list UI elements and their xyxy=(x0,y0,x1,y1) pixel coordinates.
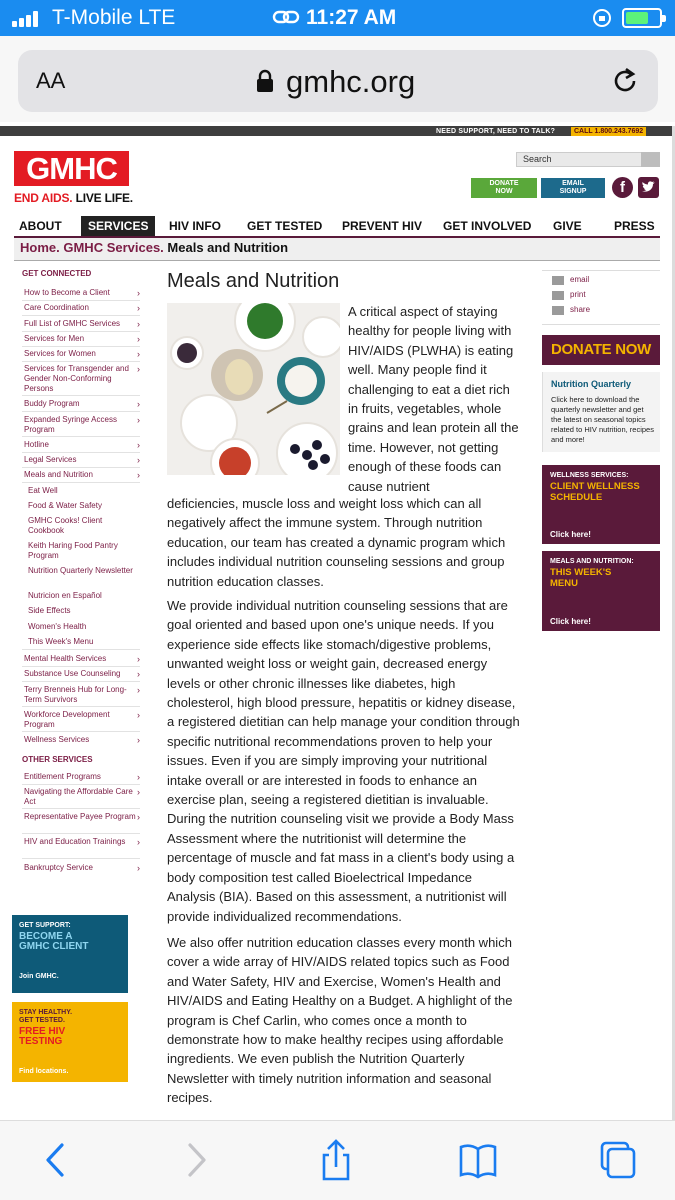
sidebar-item-syringe[interactable]: Expanded Syringe Access Program › xyxy=(24,415,140,434)
search-input[interactable]: Search xyxy=(516,152,660,167)
safari-address-area xyxy=(0,36,675,122)
sidebar-subitem-espanol[interactable]: Nutricion en Español xyxy=(28,591,102,600)
sidebar-subitem-side-effects[interactable]: Side Effects xyxy=(28,606,71,615)
page-title: Meals and Nutrition xyxy=(167,270,340,292)
sidebar-item-bankruptcy[interactable]: Bankruptcy Service › xyxy=(24,863,140,873)
intro-paragraph-bottom: deficiencies, muscle loss and weight loss which can all negatively affect the immune system. Through nutrition education, our team has created a dynamic program which includes individual nutrition counseling sessions and group nutrition education classes. xyxy=(167,496,506,589)
forward-icon[interactable] xyxy=(176,1139,216,1181)
sidebar-item-terry-brenneis[interactable]: Terry Brenneis Hub for Long-Term Survivors › xyxy=(24,685,140,704)
nav-press[interactable]: PRESS xyxy=(614,219,655,233)
free-testing-promo[interactable]: STAY HEALTHY. GET TESTED. FREE HIV TESTING Find locations. xyxy=(12,1002,128,1082)
reload-icon[interactable] xyxy=(610,66,640,96)
call-link[interactable]: CALL 1.800.243.7692 xyxy=(571,127,646,136)
sidebar-item-care-coordination[interactable]: Care Coordination › xyxy=(24,303,140,313)
carrier-label: T-Mobile LTE xyxy=(52,6,176,29)
nav-prevent-hiv[interactable]: PREVENT HIV xyxy=(342,219,423,233)
back-icon[interactable] xyxy=(36,1139,76,1181)
signal-icon xyxy=(12,9,44,27)
tabs-icon[interactable] xyxy=(598,1139,638,1181)
share-sheet-icon[interactable] xyxy=(316,1139,356,1181)
sidebar-item-aca[interactable]: Navigating the Affordable Care Act › xyxy=(24,787,140,806)
sidebar-item-full-list[interactable]: Full List of GMHC Services › xyxy=(24,319,140,329)
text-size-button[interactable]: AA xyxy=(36,68,66,93)
tagline: END AIDS. LIVE LIFE. xyxy=(14,191,133,205)
url-text[interactable]: gmhc.org xyxy=(286,64,416,99)
share-icon xyxy=(552,306,564,315)
food-bowls-image xyxy=(167,303,340,475)
other-services-heading: OTHER SERVICES xyxy=(22,755,93,764)
donate-now-banner[interactable]: DONATE NOW xyxy=(542,335,660,365)
email-link[interactable]: email xyxy=(570,275,590,284)
sidebar-item-wellness[interactable]: Wellness Services › xyxy=(24,735,140,745)
sidebar-subitem-newsletter[interactable]: Nutrition Quarterly Newsletter xyxy=(28,566,133,575)
rotation-lock-icon xyxy=(592,8,612,28)
sidebar-subitem-weeks-menu[interactable]: This Week's Menu xyxy=(28,637,94,646)
nav-about[interactable]: ABOUT xyxy=(19,219,62,233)
sidebar-subitem-womens-health[interactable]: Women's Health xyxy=(28,622,87,631)
sidebar-item-workforce[interactable]: Workforce Development Program › xyxy=(24,710,140,729)
nav-hiv-info[interactable]: HIV INFO xyxy=(169,219,222,233)
sidebar-item-payee[interactable]: Representative Payee Program › xyxy=(24,812,140,822)
classes-paragraph: We also offer nutrition education classes every month which cover a wide array of HIV/AIDS related topics such as Food and Water Safety, HIV and Exercise, Women's Health and HIV/AIDS and Eating Healthy on a Budget. A highlight of the program is Chef Carlin, who comes once a month to demonstrate how to make healthy recipes using affordable ingredients. We even publish the Nutrition Quarterly Newsletter with timely nutrition information and seasonal recipes. xyxy=(167,935,513,1106)
sidebar-item-transgender[interactable]: Services for Transgender and Gender Non-Conforming Persons › xyxy=(24,364,140,393)
sidebar-subitem-cookbook[interactable]: GMHC Cooks! Client Cookbook xyxy=(28,516,103,535)
sidebar-item-become-client[interactable]: How to Become a Client › xyxy=(24,288,140,298)
email-icon xyxy=(552,276,564,285)
share-link[interactable]: share xyxy=(570,305,591,314)
breadcrumb-home[interactable]: Home. xyxy=(20,240,60,255)
counseling-paragraph: We provide individual nutrition counseling sessions that are goal oriented and based upon one's unique needs. If you experience side effects like stomach/digestive problems, unwanted weight loss or weight gain, decreased energy levels or other chronic illnesses like diabetes, high cholesterol, high blood pressure, hepatitis or kidney disease, a registered dietitian can help manage your condition through specific nutritional recommendations proven to help your issues. Even if you are simply improving your nutritional intake overall or are interested in foods to enhance an exercise plan, seeing a registered dietitian is invaluable. During the nutrition counseling visit we provide a Body Mass Assessment where the nutritionist will determine the percentage of muscle and fat mass in a client's body using a body composition test called Bioelectrical Impedance Analysis (BIA). Based on this assessment, a nutritionist will provide individualized recommendations. xyxy=(167,598,520,924)
wellness-schedule-card[interactable]: WELLNESS SERVICES: CLIENT WELLNESS SCHEDULE Click here! xyxy=(542,465,660,544)
print-link[interactable]: print xyxy=(570,290,586,299)
clock: 11:27 AM xyxy=(306,6,397,29)
nutrition-quarterly-box[interactable]: Nutrition Quarterly Click here to download the quarterly newsletter and get the latest on seasonal topics related to HIV nutrition, recipes and more! xyxy=(542,372,660,452)
weeks-menu-card[interactable]: MEALS AND NUTRITION: THIS WEEK'S MENU Click here! xyxy=(542,551,660,631)
email-signup-button[interactable]: EMAIL SIGNUP xyxy=(541,178,605,198)
search-button[interactable] xyxy=(641,152,660,167)
facebook-icon[interactable]: f xyxy=(612,177,633,198)
link-icon xyxy=(272,8,300,26)
become-client-promo[interactable]: GET SUPPORT: BECOME A GMHC CLIENT Join GMHC. xyxy=(12,915,128,993)
sidebar-subitem-food-water[interactable]: Food & Water Safety xyxy=(28,501,102,510)
lock-icon xyxy=(256,69,274,93)
battery-icon xyxy=(622,8,662,28)
sidebar-item-buddy[interactable]: Buddy Program › xyxy=(24,399,140,409)
sidebar-item-women[interactable]: Services for Women › xyxy=(24,349,140,359)
sidebar-item-hotline[interactable]: Hotline › xyxy=(24,440,140,450)
twitter-icon[interactable] xyxy=(638,177,659,198)
sidebar-item-entitlement[interactable]: Entitlement Programs › xyxy=(24,772,140,782)
main-nav xyxy=(14,216,660,236)
donate-now-button[interactable]: DONATE NOW xyxy=(471,178,537,198)
sidebar-item-meals[interactable]: Meals and Nutrition › xyxy=(24,470,140,480)
nav-get-involved[interactable]: GET INVOLVED xyxy=(443,219,532,233)
sidebar-subitem-eat-well[interactable]: Eat Well xyxy=(28,486,58,495)
get-connected-heading: GET CONNECTED xyxy=(22,269,92,278)
breadcrumb-divider xyxy=(14,260,660,261)
safari-toolbar xyxy=(0,1120,675,1200)
gmhc-logo[interactable]: GMHC xyxy=(14,151,129,186)
status-bar xyxy=(0,0,675,36)
nav-give[interactable]: GIVE xyxy=(553,219,582,233)
web-page xyxy=(0,122,675,1120)
support-text: NEED SUPPORT, NEED TO TALK? xyxy=(436,128,556,135)
nav-services[interactable]: SERVICES xyxy=(81,216,155,236)
sidebar-item-legal[interactable]: Legal Services › xyxy=(24,455,140,465)
print-icon xyxy=(552,291,564,300)
breadcrumb xyxy=(14,238,660,260)
intro-paragraph-top: A critical aspect of staying healthy for people living with HIV/AIDS (PLWHA) is eating well. Many people find it challenging to eat a diet rich in fruits, vegetables, whole grains and lean protein all the time. However, not getting enough of these foods can cause nutrient xyxy=(348,304,519,494)
breadcrumb-services[interactable]: GMHC Services. xyxy=(63,240,164,255)
sidebar-subitem-food-pantry[interactable]: Keith Haring Food Pantry Program xyxy=(28,541,118,560)
bookmarks-icon[interactable] xyxy=(458,1139,498,1181)
breadcrumb-current: Meals and Nutrition xyxy=(167,240,289,255)
nav-get-tested[interactable]: GET TESTED xyxy=(247,219,323,233)
sidebar-item-substance[interactable]: Substance Use Counseling › xyxy=(24,669,140,679)
sidebar-item-men[interactable]: Services for Men › xyxy=(24,334,140,344)
sidebar-item-trainings[interactable]: HIV and Education Trainings › xyxy=(24,837,140,847)
sidebar-item-mental-health[interactable]: Mental Health Services › xyxy=(24,654,140,664)
